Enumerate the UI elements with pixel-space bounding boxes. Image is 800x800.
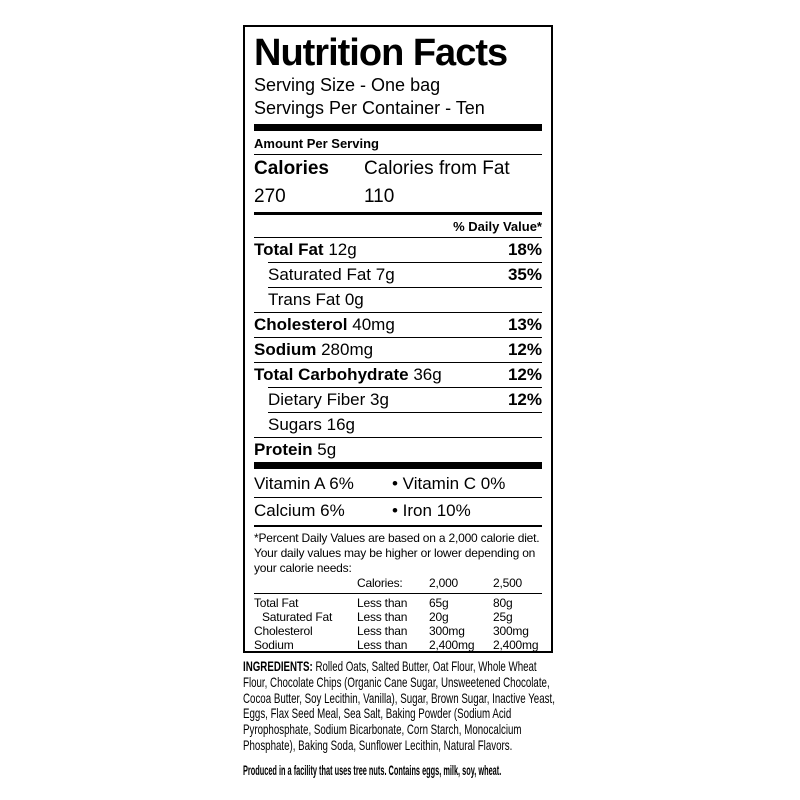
footnote-row-sodium: Sodium Less than 2,400mg 2,400mg <box>254 638 539 652</box>
footnote-row-total-fat: Total Fat Less than 65g 80g <box>254 596 513 610</box>
vitamin-row-calcium-iron <box>254 497 542 523</box>
footnote-table-header <box>254 576 542 591</box>
footnote-table <box>254 593 542 653</box>
daily-values-footnote: *Percent Daily Values are based on a 2,000 calorie diet. Your daily values may be higher or lower depending on your calorie needs: <box>254 531 540 575</box>
ingredients-label: INGREDIENTS: <box>243 658 313 674</box>
nutrient-name-amount: Total Fat 12g <box>254 240 357 259</box>
serving-size-line: Serving Size - One bag <box>254 75 441 95</box>
footnote-row-saturated-fat: Saturated Fat Less than 20g 25g <box>262 610 513 624</box>
ingredients-list: Rolled Oats, Salted Butter, Oat Flour, Whole Wheat Flour, Chocolate Chips (Organic Cane Sugar, Unsweetened Chocolate, Cocoa Butter, Soy Lecithin, Vanilla), Sugar, Brown Sugar, Inactive Yeast, Eggs, Flax Seed Meal, Sea Salt, Baking Powder (Sodium Acid Pyrophosphate, Sodium Bicarbonate, Corn Starch, Monocalcium Phosphate), Baking Soda, Sunflower Lecithin, Natural Flavors. <box>243 658 555 753</box>
nutrient-row-sugars <box>268 412 542 437</box>
footnote-row-cholesterol: Cholesterol Less than 300mg 300mg <box>254 624 529 638</box>
nutrient-row-total-fat <box>254 237 542 262</box>
ingredients-paragraph <box>243 659 557 754</box>
nutrient-row-dietary-fiber <box>268 387 542 412</box>
footnote-calories-label: Calories: <box>357 576 403 590</box>
vitamin-c-value: • Vitamin C 0% <box>392 474 506 493</box>
nutrient-name-amount: Total Carbohydrate 36g <box>254 365 442 384</box>
footnote-col-2500: 2,500 <box>493 576 523 590</box>
iron-value: • Iron 10% <box>392 501 471 520</box>
divider-footnote <box>254 525 542 527</box>
calcium-value: Calcium 6% <box>254 501 345 520</box>
divider-medium-calories <box>254 212 542 215</box>
nutrition-facts-panel <box>243 25 553 653</box>
nutrient-row-trans-fat <box>268 287 542 312</box>
divider-thick-top <box>254 124 542 131</box>
nutrient-daily-value: 12% <box>507 340 542 359</box>
nutrient-daily-value: 12% <box>507 390 542 409</box>
nutrition-facts-title: Nutrition Facts <box>254 32 508 74</box>
nutrient-name-amount: Saturated Fat 7g <box>268 265 395 284</box>
vitamin-a-value: Vitamin A 6% <box>254 474 354 493</box>
vitamin-row-a-c <box>254 471 542 497</box>
nutrient-daily-value: 35% <box>507 265 542 284</box>
nutrient-row-total-carbohydrate <box>254 362 542 387</box>
nutrient-row-saturated-fat <box>268 262 542 287</box>
nutrient-name-amount: Sugars 16g <box>268 415 355 434</box>
amount-per-serving-heading: Amount Per Serving <box>254 134 542 155</box>
nutrient-daily-value: 13% <box>507 315 542 334</box>
calories-row <box>254 155 542 211</box>
footnote-row-total-carbohydrate <box>254 652 542 653</box>
divider-thick-vitamins <box>254 462 542 469</box>
nutrient-name-amount: Trans Fat 0g <box>268 290 364 309</box>
calories-value: Calories 270 <box>254 158 329 207</box>
nutrient-name-amount: Cholesterol 40mg <box>254 315 395 334</box>
nutrient-daily-value: 18% <box>507 240 542 259</box>
allergen-statement: Produced in a facility that uses tree nuts. Contains eggs, milk, soy, wheat. <box>243 762 502 778</box>
footnote-col-2000: 2,000 <box>429 576 459 590</box>
servings-per-container-line: Servings Per Container - Ten <box>254 98 485 118</box>
daily-value-header: % Daily Value* <box>453 219 542 234</box>
nutrient-row-sodium <box>254 337 542 362</box>
calories-from-fat: Calories from Fat 110 <box>363 158 510 207</box>
nutrient-row-cholesterol <box>254 312 542 337</box>
ingredients-section <box>243 659 563 779</box>
nutrient-name-amount: Dietary Fiber 3g <box>268 390 389 409</box>
nutrient-row-protein <box>254 437 542 462</box>
nutrient-daily-value: 12% <box>507 365 542 384</box>
nutrient-name-amount: Sodium 280mg <box>254 340 374 359</box>
nutrient-name-amount: Protein 5g <box>254 440 337 459</box>
